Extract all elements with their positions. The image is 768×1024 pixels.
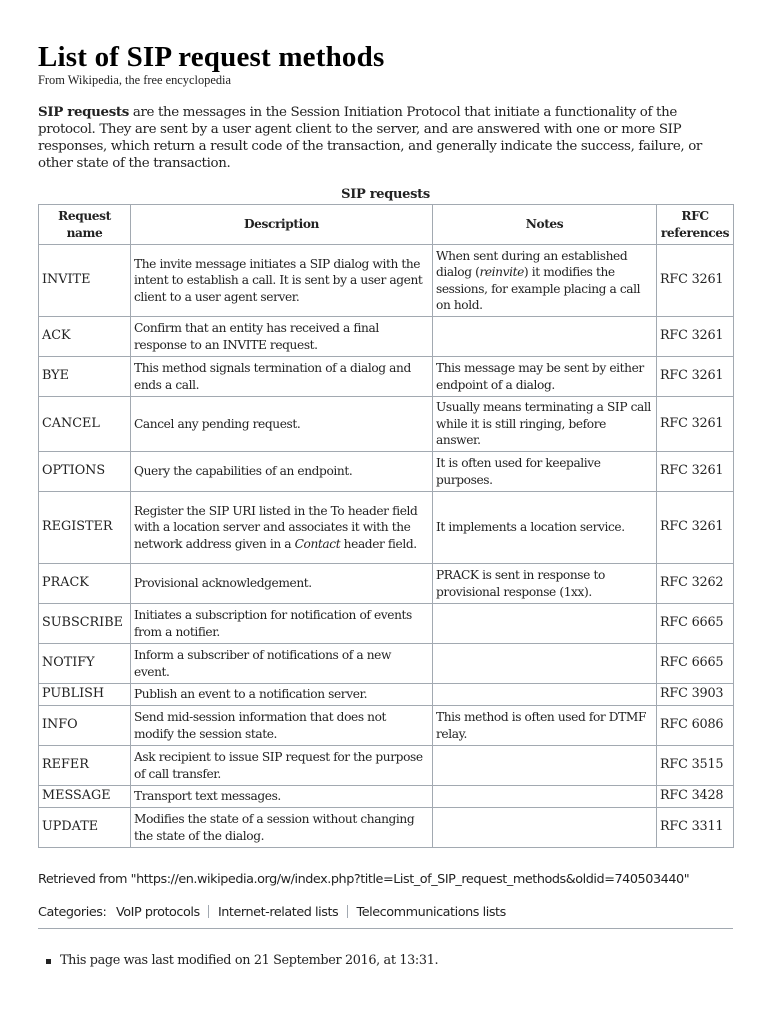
request-name-cell: INFO	[39, 706, 131, 746]
bullet-icon	[46, 959, 51, 964]
notes-cell	[433, 644, 657, 684]
category-link-telecom-lists[interactable]: Telecommunications lists	[356, 905, 506, 920]
notes-cell	[433, 604, 657, 644]
emphasis-term: reinvite	[479, 265, 524, 280]
table-row	[39, 357, 734, 397]
notes-cell	[433, 786, 657, 808]
notes-cell: PRACK is sent in response to provisional response (1xx).	[433, 564, 657, 604]
header-rfc-references: RFC references	[657, 205, 734, 245]
rfc-cell[interactable]: RFC 6086	[657, 706, 734, 746]
table-row	[39, 684, 734, 706]
request-name-cell: NOTIFY	[39, 644, 131, 684]
category-divider	[347, 905, 348, 918]
intro-text: are the messages in the Session Initiation Protocol that initiate a functionality of the protocol. They are sent by a user agent client to the server, and are answered with one or more SIP responses, which return a result code of the transaction, and generally indicate the success, failure, or other state of the transaction.	[38, 105, 702, 171]
table-row	[39, 706, 734, 746]
description-cell: Inform a subscriber of notifications of a new event.	[131, 644, 433, 684]
description-cell: This method signals termination of a dialog and ends a call.	[131, 357, 433, 397]
notes-cell: It is often used for keepalive purposes.	[433, 452, 657, 492]
notes-cell	[433, 746, 657, 786]
category-link-voip[interactable]: VoIP protocols	[115, 905, 200, 920]
categories-bar	[38, 905, 506, 920]
rfc-cell[interactable]: RFC 3261	[657, 245, 734, 317]
table-row	[39, 746, 734, 786]
table-caption: SIP requests	[341, 187, 430, 202]
table-header-row	[39, 205, 734, 245]
description-cell: Provisional acknowledgement.	[131, 564, 433, 604]
request-name-cell: BYE	[39, 357, 131, 397]
rfc-cell[interactable]: RFC 6665	[657, 644, 734, 684]
request-name-cell: PUBLISH	[39, 684, 131, 706]
request-name-cell: REGISTER	[39, 492, 131, 564]
rfc-cell[interactable]: RFC 3261	[657, 317, 734, 357]
description-cell: Transport text messages.	[131, 786, 433, 808]
description-cell: Publish an event to a notification server.	[131, 684, 433, 706]
request-name-cell: ACK	[39, 317, 131, 357]
retrieved-from: Retrieved from "https://en.wikipedia.org/w/index.php?title=List_of_SIP_request_methods&oldid=740503440"	[38, 872, 690, 887]
category-divider	[208, 905, 209, 918]
notes-cell: This method is often used for DTMF relay.	[433, 706, 657, 746]
rfc-cell[interactable]: RFC 3261	[657, 452, 734, 492]
header-notes: Notes	[433, 205, 657, 245]
description-cell: Cancel any pending request.	[131, 397, 433, 452]
rfc-cell[interactable]: RFC 3261	[657, 492, 734, 564]
table-row	[39, 604, 734, 644]
tagline: From Wikipedia, the free encyclopedia	[38, 73, 231, 87]
rfc-cell[interactable]: RFC 6665	[657, 604, 734, 644]
notes-cell: It implements a location service.	[433, 492, 657, 564]
rfc-cell[interactable]: RFC 3903	[657, 684, 734, 706]
request-name-cell: SUBSCRIBE	[39, 604, 131, 644]
footer-divider	[38, 928, 733, 929]
table-row	[39, 452, 734, 492]
description-cell: Ask recipient to issue SIP request for the purpose of call transfer.	[131, 746, 433, 786]
request-name-cell: CANCEL	[39, 397, 131, 452]
rfc-cell[interactable]: RFC 3428	[657, 786, 734, 808]
notes-cell	[433, 808, 657, 848]
rfc-cell[interactable]: RFC 3262	[657, 564, 734, 604]
rfc-cell[interactable]: RFC 3261	[657, 397, 734, 452]
rfc-cell[interactable]: RFC 3311	[657, 808, 734, 848]
table-row	[39, 492, 734, 564]
description-cell: Query the capabilities of an endpoint.	[131, 452, 433, 492]
header-description: Description	[131, 205, 433, 245]
table-row	[39, 397, 734, 452]
rfc-cell[interactable]: RFC 3515	[657, 746, 734, 786]
request-name-cell: REFER	[39, 746, 131, 786]
description-cell: Register the SIP URI listed in the To header field with a location server and associates it with the network address given in a Contact header field.	[131, 492, 433, 564]
notes-cell: When sent during an established dialog (reinvite) it modifies the sessions, for example placing a call on hold.	[433, 245, 657, 317]
table-row	[39, 245, 734, 317]
categories-label: Categories:	[38, 905, 107, 920]
description-cell: Modifies the state of a session without changing the state of the dialog.	[131, 808, 433, 848]
header-request-name: Request name	[39, 205, 131, 245]
page-title: List of SIP request methods	[38, 41, 385, 73]
table-row	[39, 564, 734, 604]
intro-bold-term: SIP requests	[38, 104, 129, 120]
emphasis-term: Contact	[294, 536, 341, 551]
table-row	[39, 786, 734, 808]
description-cell: Initiates a subscription for notification of events from a notifier.	[131, 604, 433, 644]
description-cell: Confirm that an entity has received a final response to an INVITE request.	[131, 317, 433, 357]
notes-cell	[433, 317, 657, 357]
table-row	[39, 317, 734, 357]
request-name-cell: OPTIONS	[39, 452, 131, 492]
footer-item	[60, 953, 438, 968]
table-row	[39, 808, 734, 848]
table-body	[39, 245, 734, 848]
request-name-cell: PRACK	[39, 564, 131, 604]
notes-cell: This message may be sent by either endpoint of a dialog.	[433, 357, 657, 397]
description-cell: The invite message initiates a SIP dialog with the intent to establish a call. It is sent by a user agent client to a user agent server.	[131, 245, 433, 317]
rfc-cell[interactable]: RFC 3261	[657, 357, 734, 397]
notes-cell: Usually means terminating a SIP call while it is still ringing, before answer.	[433, 397, 657, 452]
request-name-cell: INVITE	[39, 245, 131, 317]
request-name-cell: UPDATE	[39, 808, 131, 848]
intro-paragraph	[38, 104, 733, 172]
last-modified-text: This page was last modified on 21 September 2016, at 13:31.	[60, 953, 439, 968]
table-row	[39, 644, 734, 684]
request-name-cell: MESSAGE	[39, 786, 131, 808]
description-cell: Send mid-session information that does not modify the session state.	[131, 706, 433, 746]
sip-requests-table	[38, 204, 734, 848]
notes-cell	[433, 684, 657, 706]
category-link-internet-lists[interactable]: Internet-related lists	[217, 905, 339, 920]
